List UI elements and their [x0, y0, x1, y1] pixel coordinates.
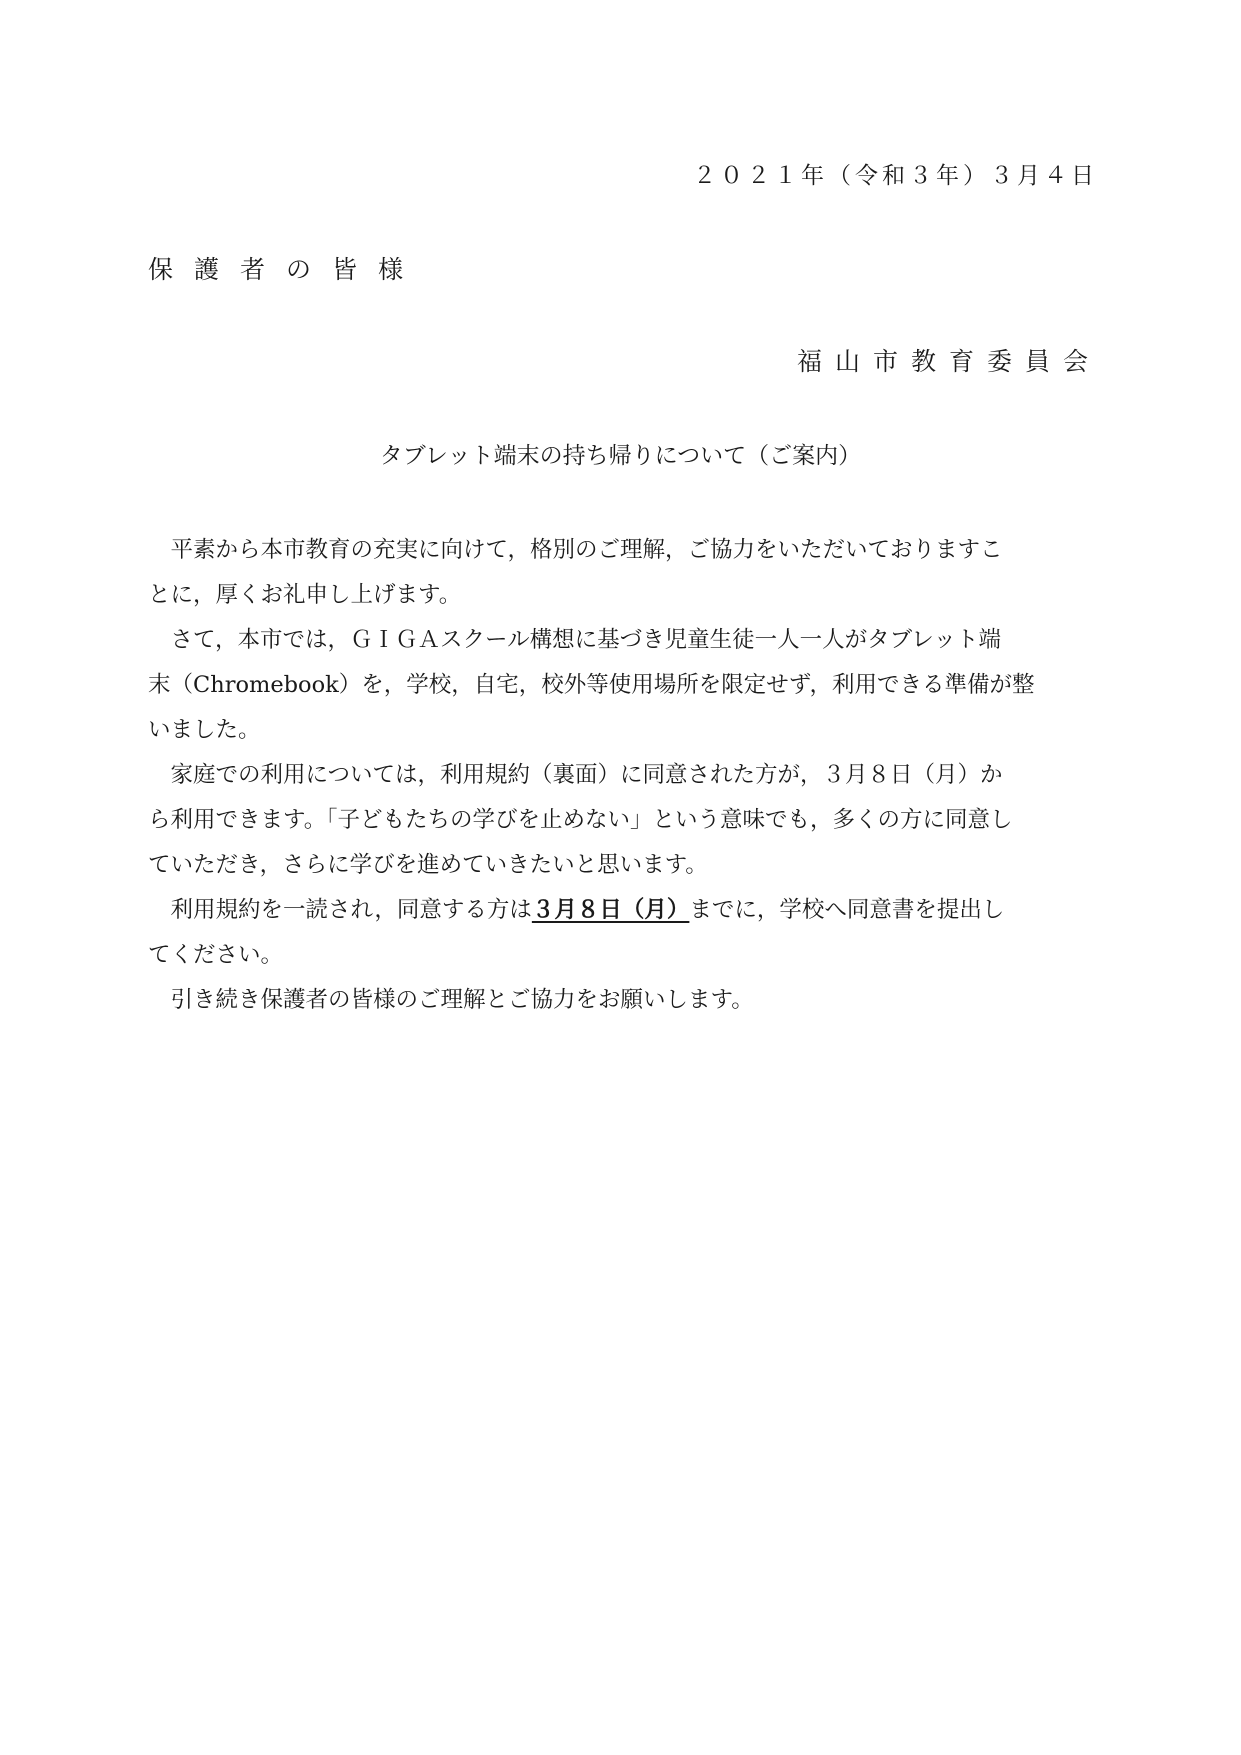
letter-subject: タブレット端末の持ち帰りについて（ご案内） [379, 443, 862, 469]
letter-addressee: 保護者の皆様 [148, 255, 425, 284]
paragraph-line: 末（Chromebook）を，学校，自宅，校外等使用場所を限定せず，利用できる準備が整 [148, 672, 1035, 698]
paragraph-giga-school [148, 618, 1098, 753]
letter-date: ２０２１年（令和３年）３月４日 [693, 163, 1098, 189]
letter-sender: 福山市教育委員会 [796, 347, 1101, 376]
paragraph-line: いました。 [148, 717, 261, 743]
letter-body [148, 528, 1098, 1023]
paragraph-line: ていただき，さらに学びを進めていきたいと思います。 [148, 852, 708, 878]
paragraph-line [148, 888, 1098, 933]
paragraph-line: てください。 [148, 942, 284, 968]
paragraph-greeting [148, 528, 1098, 618]
paragraph-line: とに，厚くお礼申し上げます。 [148, 582, 462, 608]
consent-text-before: 利用規約を一読され，同意する方は [170, 897, 532, 923]
paragraph-consent-deadline [148, 888, 1098, 978]
consent-text-after: までに，学校へ同意書を提出し [689, 897, 1005, 923]
paragraph-line: さて，本市では，ＧＩＧＡスクール構想に基づき児童生徒一人一人がタブレット端 [170, 627, 1001, 653]
paragraph-line: ら利用できます。「子どもたちの学びを止めない」という意味でも，多くの方に同意し [148, 807, 1013, 833]
deadline-date: ３月８日（月） [531, 897, 690, 923]
paragraph-closing [148, 978, 1098, 1023]
paragraph-line: 引き続き保護者の皆様のご理解とご協力をお願いします。 [170, 987, 754, 1013]
paragraph-line: 家庭での利用については，利用規約（裏面）に同意された方が，３月８日（月）か [170, 762, 1003, 788]
paragraph-line: 平素から本市教育の充実に向けて，格別のご理解，ご協力をいただいておりますこ [170, 537, 1003, 563]
paragraph-home-use [148, 753, 1098, 888]
